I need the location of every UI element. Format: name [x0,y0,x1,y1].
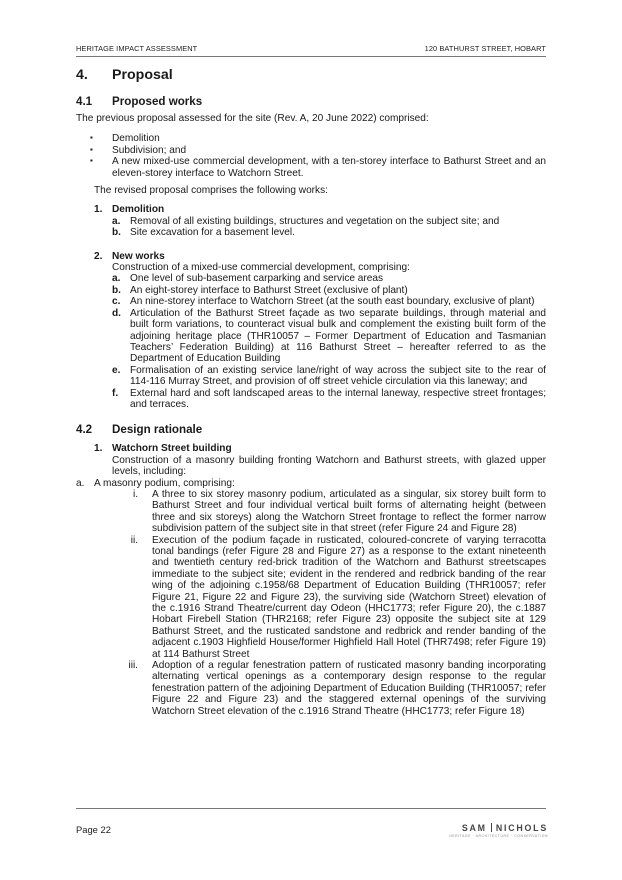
list-item: i. A three to six storey masonry podium, articulated as a singular, six storey built form to Bathurst Street and four individual vertical built forms of alternating height (between three and six storeys) along the Watchorn Street frontage to reflect the former narrow subdivision pattern of the subject site in that street (refer Figure 24 and Figure 28) [132,488,546,535]
list-item: a. Removal of all existing buildings, structures and vegetation on the subject site; and [112,215,500,227]
page-body [76,66,546,717]
subsection-number: 4.2 [76,423,93,437]
logo-word-right: NICHOLS [495,823,548,833]
firm-logo [449,823,548,838]
list-item: ii. Execution of the podium façade in rusticated, coloured-concrete of varying terracotta tonal bandings (refer Figure 28 and Figure 27) as a response to the extant nineteenth and twentieth century red-brick tradition of the Watchorn and Bathurst streetscapes immediate to the subject site; evident in the rendered and redbrick banding of the rear wing of the adjoining c.1958/68 Department of Education Building (THR10057; refer Figure 21, Figure 22 and Figure 23), the surviving side (Watchorn Street) elevation of the c.1916 Strand Theatre/current day Odeon (HHC1773; refer Figure 20), the c.1887 Hobart Firebell Station (THR2168; refer Figure 23) opposite the subject site at 129 Bathurst Street, and the rusticated sandstone and redbrick and render banding of the adjacent c.1903 Highfield House/former Highfield Hall Hotel (THR7498; refer Figure 19) at 114 Bathurst Street [130,534,546,660]
subsection-title: Proposed works [112,95,203,108]
list-item: b. Site excavation for a basement level. [112,227,295,239]
list-item: ▪ A new mixed-use commercial development, with a ten-storey interface to Bathurst Street and an eleven-storey interface to Watchorn Street. [90,156,546,179]
subsection-heading-4-2 [76,424,546,439]
previous-proposal-intro: The previous proposal assessed for the site (Rev. A, 20 June 2022) comprised: [76,113,429,124]
works-item-demolition: 1. Demolition a. Removal of all existing buildings, structures and vegetation on the subject site; and b. Site excavation for a basement level. [76,204,546,238]
header-address: 120 BATHURST STREET, HOBART [424,44,546,53]
design-list [76,478,546,489]
works-item-new-works: 2. New works Construction of a mixed-use commercial development, comprising: a. One level of sub-basement carparking and service areas b. An eight-storey interface to Bathurst Street (exclusive of plant) c. An nine-storey interface to Watchorn Street (at the south east boundary, exclusive of plant) d. Articulation of the Bathurst Street façade as two separate buildings, through material and built form variations, to counteract visual bulk and complement the existing built form of the adjoining heritage place (THR10057 – Former Department of Education and Tasmanian Teachers’ Federation Building) at 116 Bathurst Street – hereafter referred to as the Department of Education Building e. Formalisation of an existing service lane/right of way across the subject site to the rear of 114-116 Murray Street, and provision of off street vehicle circulation via this laneway; and f. External hard and soft landscaped areas to the internal laneway, respective street frontages; and terraces. [94,250,546,410]
podium-list [116,489,546,717]
list-item: a. A masonry podium, comprising: [76,477,235,489]
header-rule [76,56,546,57]
list-item: f. External hard and soft landscaped areas to the internal laneway, respective street frontages; and terraces. [112,387,546,410]
list-item: a. One level of sub-basement carparking and service areas [112,273,384,285]
design-item-title: Watchorn Street building [112,443,232,455]
list-item: ▪ Demolition [90,133,160,145]
section-title: Proposal [112,67,173,83]
list-item: c. An nine-storey interface to Watchorn Street (at the south east boundary, exclusive of plant) [112,296,535,308]
section-number: 4. [76,67,88,83]
list-item: b. An eight-storey interface to Bathurst Street (exclusive of plant) [112,284,408,296]
logo-tagline: HERITAGE · ARCHITECTURE · CONSERVATION [449,834,548,838]
section-heading [76,67,546,92]
subsection-number: 4.1 [76,95,93,108]
works-item-title: New works [112,250,165,262]
footer-rule [76,808,546,809]
logo-divider [491,823,492,832]
works-item-title: Demolition [112,204,165,216]
design-item-lead: Construction of a masonry building fronting Watchorn and Bathurst streets, with glazed upper levels, including: [112,454,546,478]
demolition-list [112,216,546,239]
subsection-heading-4-1 [76,96,546,111]
page-number: Page 22 [76,824,111,835]
bullet-marker: ▪ [90,144,93,154]
list-item: ▪ Subdivision; and [90,144,187,156]
logo-word-left: SAM [461,823,487,833]
bullet-marker: ▪ [90,133,93,143]
previous-proposal-list [76,133,546,179]
bullet-marker: ▪ [90,156,93,166]
design-item-watchorn: 1. Watchorn Street building Construction of a masonry building fronting Watchorn and Bathurst streets, with glazed upper levels, including: [94,443,546,478]
new-works-list [112,273,546,410]
list-item: iii. Adoption of a regular fenestration pattern of rusticated masonry banding incorporating alternating vertical openings as a contemporary design response to the regular fenestration pattern of the adjoining Department of Education Building (THR10057; refer Figure 22 and Figure 23) and the staggered external openings of the surviving Watchorn Street elevation of the c.1916 Strand Theatre (HHC1773; refer Figure 18) [128,660,546,717]
revised-proposal-intro: The revised proposal comprises the following works: [94,185,328,197]
header-document-title: HERITAGE IMPACT ASSESSMENT [76,44,198,53]
list-item: e. Formalisation of an existing service lane/right of way across the subject site to the rear of 114-116 Murray Street, and provision of off street vehicle circulation via this laneway; and [112,364,546,388]
works-item-lead: Construction of a mixed-use commercial development, comprising: [112,262,410,274]
subsection-title: Design rationale [112,423,203,437]
running-header [76,44,546,56]
list-item: d. Articulation of the Bathurst Street façade as two separate buildings, through material and built form variations, to counteract visual bulk and complement the existing built form of the adjoining heritage place (THR10057 – Former Department of Education and Tasmanian Teachers’ Federation Building) at 116 Bathurst Street – hereafter referred to as the Department of Education Building [112,307,546,365]
